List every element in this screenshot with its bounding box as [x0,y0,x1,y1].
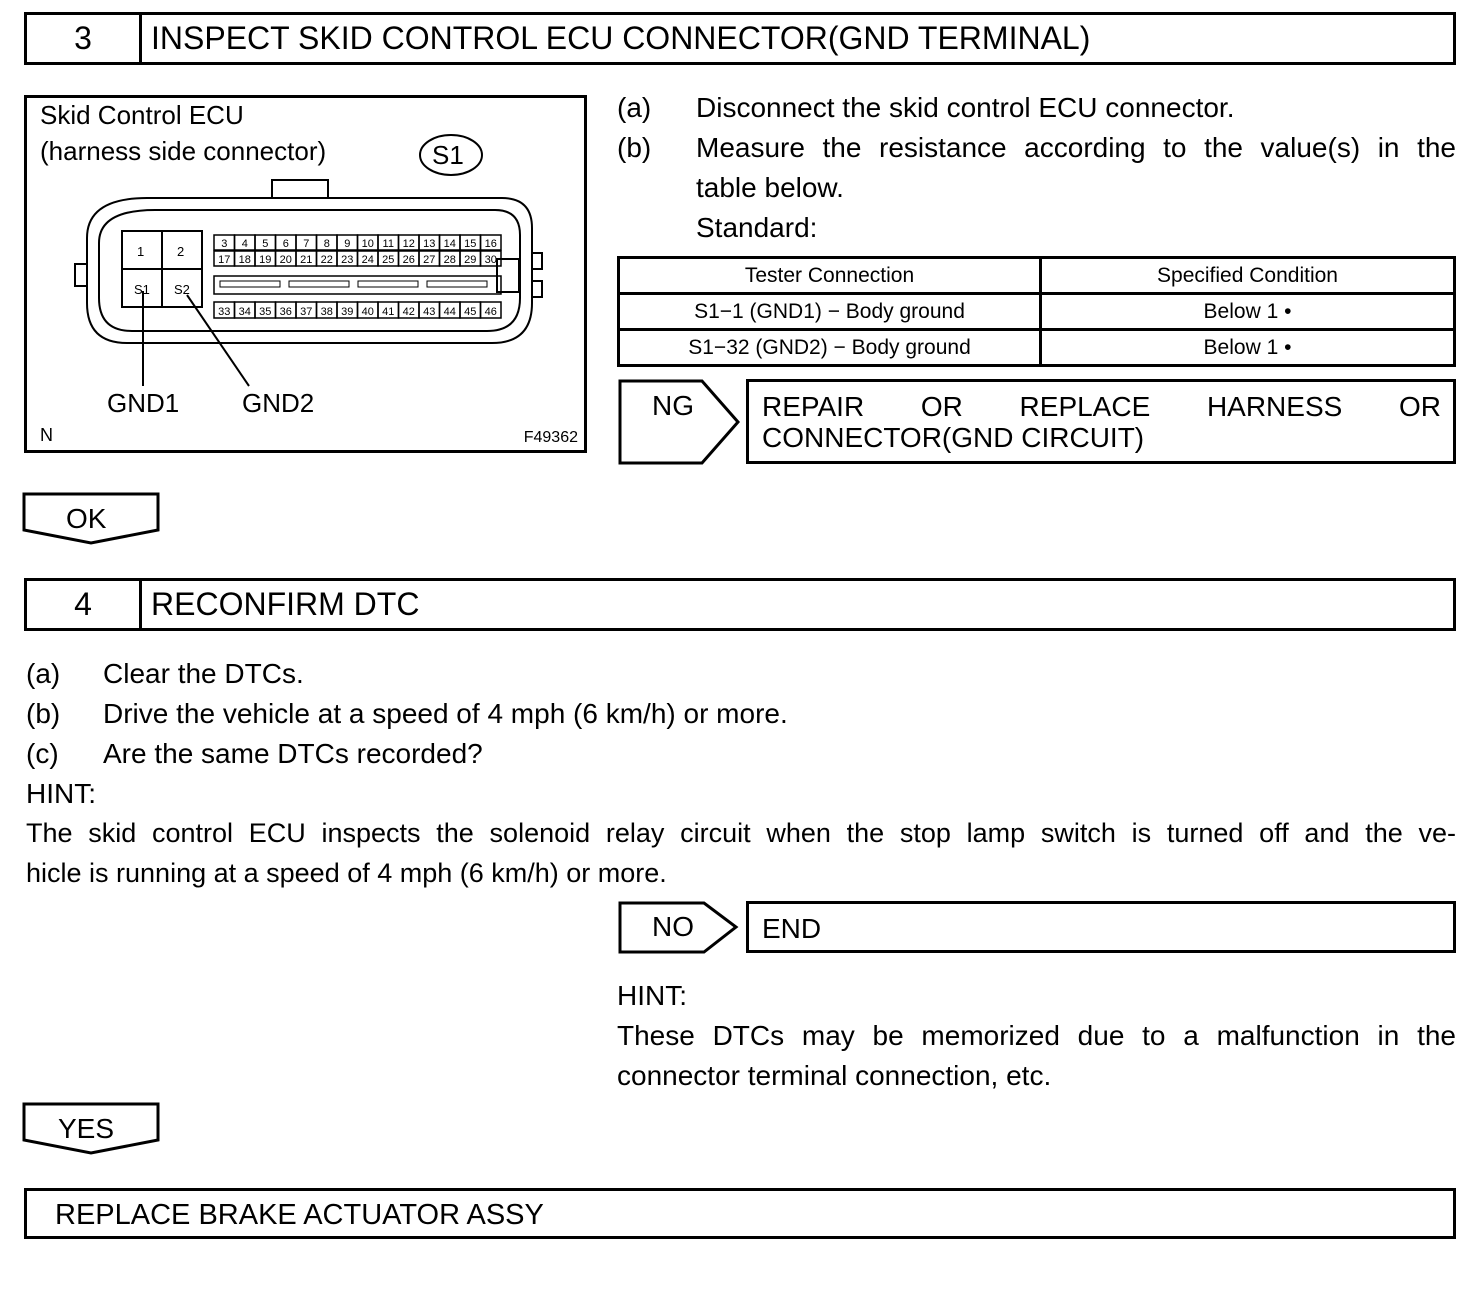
table-cell: Below 1 • [1041,294,1455,330]
table-row [619,294,1455,330]
row3-pin-label: 35 [259,306,272,318]
table-header: Tester Connection [619,258,1041,294]
row1-pin-label: 5 [262,238,269,250]
step4-b-text: Drive the vehicle at a speed of 4 mph (6 km/h) or more. [103,698,788,729]
ng-action-line-1: REPAIR OR REPLACE HARNESS OR [762,391,1441,422]
row3-pin-label: 45 [464,306,477,318]
pin-s2: S2 [174,282,190,297]
table-cell: Below 1 • [1041,330,1455,366]
hint-line-1: The skid control ECU inspects the solenoid relay circuit when the stop lamp switch is turned off and the ve- [26,818,1456,848]
row3-pin-label: 34 [238,306,251,318]
step4-title: RECONFIRM DTC [151,586,420,622]
step3-number: 3 [27,15,142,62]
step4-c-letter: (c) [26,738,59,769]
figure-corner-n: N [40,425,53,445]
row1-pin-label: 11 [382,238,394,250]
row1-pin-label: 8 [323,238,330,250]
row1-pin-label: 6 [282,238,289,250]
ng-action-line-2: CONNECTOR(GND CIRCUIT) [762,422,1145,453]
gnd1-label: GND1 [107,388,180,418]
row1-pin-label: 7 [303,238,310,250]
row2-pin-label: 29 [464,254,477,266]
gnd2-label: GND2 [242,388,315,418]
row3-pin-label: 44 [443,306,456,318]
row2-pin-label: 28 [443,254,456,266]
step3-b-text-1: Measure the resistance according to the value(s) in the [696,132,1456,163]
empty-slot [220,281,280,287]
final-action-text: REPLACE BRAKE ACTUATOR ASSY [55,1199,544,1231]
standard-label: Standard: [696,212,818,243]
row1-pin-label: 9 [344,238,351,250]
ok-label: OK [66,503,107,534]
row3-pin-label: 41 [382,306,395,318]
ng-action-box [746,379,1456,464]
step4-b-letter: (b) [26,698,61,729]
figure-caption-2: (harness side connector) [40,136,327,166]
step4-c-text: Are the same DTCs recorded? [103,738,483,769]
table-header: Specified Condition [1041,258,1455,294]
connector-id-label: S1 [432,140,464,170]
row2-pin-label: 19 [259,254,272,266]
hint2-line-2: connector terminal connection, etc. [617,1060,1052,1091]
pin-1: 1 [137,244,145,259]
ng-label: NG [652,390,694,421]
hint2-label: HINT: [617,980,687,1011]
row2-pin-label: 23 [341,254,354,266]
table-header-row [619,258,1455,294]
row3-pin-label: 33 [218,306,231,318]
row2-pin-label: 18 [238,254,251,266]
row1-pin-label: 14 [443,238,456,250]
row2-pin-label: 25 [382,254,395,266]
step3-a-letter: (a) [617,92,652,123]
step3-title: INSPECT SKID CONTROL ECU CONNECTOR(GND TERMINAL) [151,20,1091,56]
row1-pin-label: 15 [464,238,477,250]
row1-pin-label: 12 [402,238,415,250]
figure-id: F49362 [523,429,578,446]
yes-label: YES [58,1113,115,1144]
row3-pin-label: 40 [361,306,374,318]
row1-pin-label: 13 [423,238,436,250]
step4-a-letter: (a) [26,658,61,689]
row3-pin-label: 36 [279,306,292,318]
row3-pin-label: 39 [341,306,354,318]
hint2-line-1: These DTCs may be memorized due to a malfunction in the [617,1020,1456,1051]
row3-pin-label: 46 [484,306,497,318]
row2-pin-label: 20 [279,254,292,266]
row2-pin-label: 27 [423,254,436,266]
row1-pin-label: 3 [221,238,228,250]
row3-pin-label: 42 [402,306,415,318]
figure-caption-1: Skid Control ECU [40,100,244,130]
row3-pin-label: 37 [300,306,313,318]
step3-b-letter: (b) [617,132,652,163]
row2-pin-label: 26 [402,254,415,266]
step4-number: 4 [27,581,142,628]
final-action-box [24,1188,1456,1239]
standard-table [617,256,1456,367]
step4-a-text: Clear the DTCs. [103,658,304,689]
row3-pin-label: 38 [320,306,333,318]
row1-pin-label: 4 [241,238,248,250]
table-cell: S1−1 (GND1) − Body ground [619,294,1041,330]
step4-header [24,578,1456,631]
row1-pin-label: 16 [484,238,497,250]
row2-pin-label: 24 [361,254,374,266]
no-action-text: END [762,913,822,944]
row2-pin-label: 17 [218,254,231,266]
step3-header [24,12,1456,65]
empty-slot [358,281,418,287]
empty-slot [289,281,349,287]
hint-label: HINT: [26,778,96,809]
hint-line-2: hicle is running at a speed of 4 mph (6 km/h) or more. [26,858,667,888]
row1-pin-label: 10 [361,238,374,250]
no-label: NO [652,911,694,942]
step3-a-text: Disconnect the skid control ECU connector. [696,92,1235,123]
no-action-box [746,901,1456,953]
table-cell: S1−32 (GND2) − Body ground [619,330,1041,366]
row2-pin-label: 21 [300,254,313,266]
pin-2: 2 [177,244,185,259]
pin-s1: S1 [134,282,150,297]
empty-slot [427,281,487,287]
connector-figure [24,95,587,453]
row2-pin-label: 30 [484,254,497,266]
row3-pin-label: 43 [423,306,436,318]
table-row [619,330,1455,366]
row2-pin-label: 22 [320,254,333,266]
step3-b-text-2: table below. [696,172,844,203]
